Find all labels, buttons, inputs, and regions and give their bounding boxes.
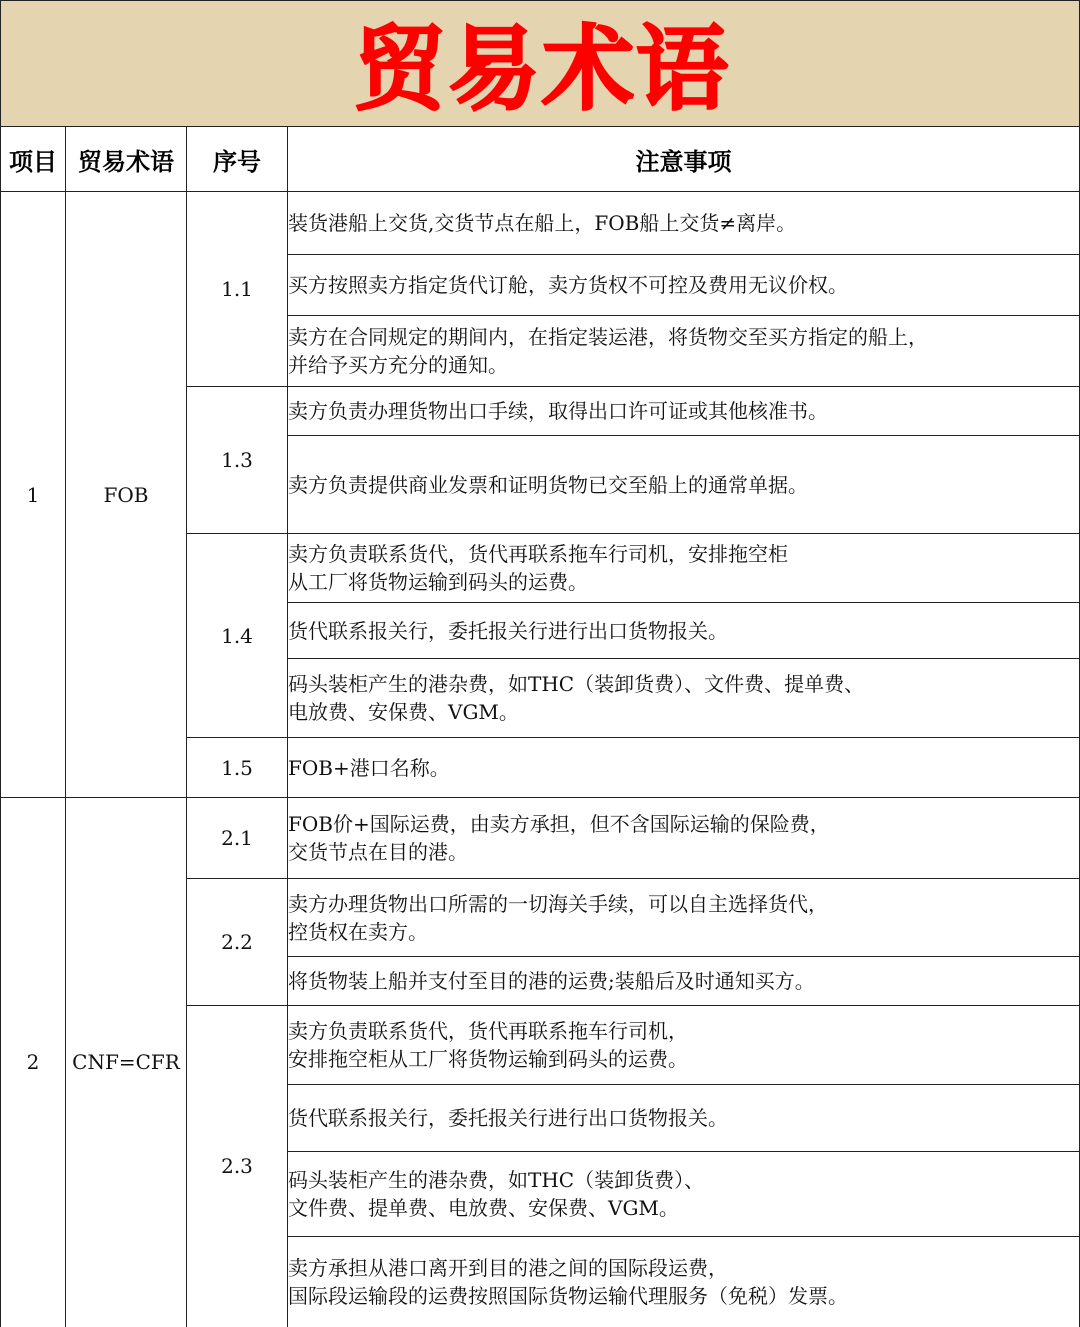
note-cell	[288, 387, 1080, 436]
note-line: 文件费、提单费、电放费、安保费、VGM。	[288, 1196, 679, 1220]
item-number-cell: 1	[1, 192, 66, 798]
note-line: 码头装柜产生的港杂费，如THC（装卸货费）、	[288, 1168, 705, 1192]
note-line: 国际段运输段的运费按照国际货物运输代理服务（免税）发票。	[288, 1283, 848, 1308]
note-line: 电放费、安保费、VGM。	[288, 700, 519, 724]
note-cell	[288, 192, 1080, 255]
header-row	[1, 127, 1080, 192]
note-line: 卖方在合同规定的期间内，在指定装运港，将货物交至买方指定的船上，	[288, 325, 928, 349]
note-cell	[288, 957, 1080, 1006]
note-cell	[288, 603, 1080, 659]
header-item: 项目	[1, 127, 66, 192]
header-seq: 序号	[187, 127, 288, 192]
seq-cell: 1.5	[187, 738, 288, 798]
seq-cell: 1.4	[187, 534, 288, 738]
note-line: FOB价+国际运费，由卖方承担，但不含国际运输的保险费，	[288, 812, 830, 836]
note-line: 并给予买方充分的通知。	[288, 353, 508, 377]
note-cell	[288, 659, 1080, 738]
seq-cell: 1.3	[187, 387, 288, 534]
table-row	[1, 798, 1080, 879]
note-line: 安排拖空柜从工厂将货物运输到码头的运费。	[288, 1047, 688, 1071]
note-line: 买方按照卖方指定货代订舱，卖方货权不可控及费用无议价权。	[288, 273, 848, 297]
note-cell	[288, 436, 1080, 534]
note-cell	[288, 1152, 1080, 1237]
note-line: 控货权在卖方。	[288, 919, 428, 944]
note-line: 卖方办理货物出口所需的一切海关手续，可以自主选择货代，	[288, 891, 828, 916]
header-notes: 注意事项	[288, 127, 1080, 192]
note-line: 装货港船上交货,交货节点在船上，FOB船上交货≠离岸。	[288, 211, 797, 235]
seq-cell: 2.2	[187, 879, 288, 1006]
trade-term-cell: CNF=CFR	[66, 798, 187, 1327]
title-banner	[0, 0, 1080, 127]
note-line: 卖方负责提供商业发票和证明货物已交至船上的通常单据。	[288, 472, 808, 497]
note-line: FOB+港口名称。	[288, 755, 450, 780]
seq-cell: 2.3	[187, 1006, 288, 1327]
note-cell	[288, 534, 1080, 603]
note-line: 码头装柜产生的港杂费，如THC（装卸货费）、文件费、提单费、	[288, 672, 865, 696]
note-line: 将货物装上船并支付至目的港的运费;装船后及时通知买方。	[288, 969, 815, 993]
trade-terms-table	[0, 126, 1080, 1327]
page-title: 贸易术语	[353, 15, 730, 123]
note-cell	[288, 316, 1080, 387]
note-cell	[288, 1237, 1080, 1327]
header-term: 贸易术语	[66, 127, 187, 192]
note-line: 卖方承担从港口离开到目的港之间的国际段运费，	[288, 1255, 728, 1280]
table-row	[1, 192, 1080, 255]
note-cell	[288, 255, 1080, 316]
note-line: 交货节点在目的港。	[288, 840, 468, 864]
note-line: 卖方负责办理货物出口手续，取得出口许可证或其他核准书。	[288, 399, 828, 423]
note-cell	[288, 1006, 1080, 1085]
note-cell	[288, 798, 1080, 879]
item-number-cell: 2	[1, 798, 66, 1327]
seq-cell: 2.1	[187, 798, 288, 879]
note-cell	[288, 1085, 1080, 1152]
note-line: 从工厂将货物运输到码头的运费。	[288, 570, 588, 594]
note-line: 货代联系报关行，委托报关行进行出口货物报关。	[288, 618, 728, 643]
note-cell	[288, 879, 1080, 957]
note-cell	[288, 738, 1080, 798]
trade-term-cell: FOB	[66, 192, 187, 798]
note-line: 卖方负责联系货代，货代再联系拖车行司机，安排拖空柜	[288, 542, 788, 566]
note-line: 卖方负责联系货代，货代再联系拖车行司机，	[288, 1019, 688, 1043]
note-line: 货代联系报关行，委托报关行进行出口货物报关。	[288, 1106, 728, 1130]
seq-cell: 1.1	[187, 192, 288, 387]
